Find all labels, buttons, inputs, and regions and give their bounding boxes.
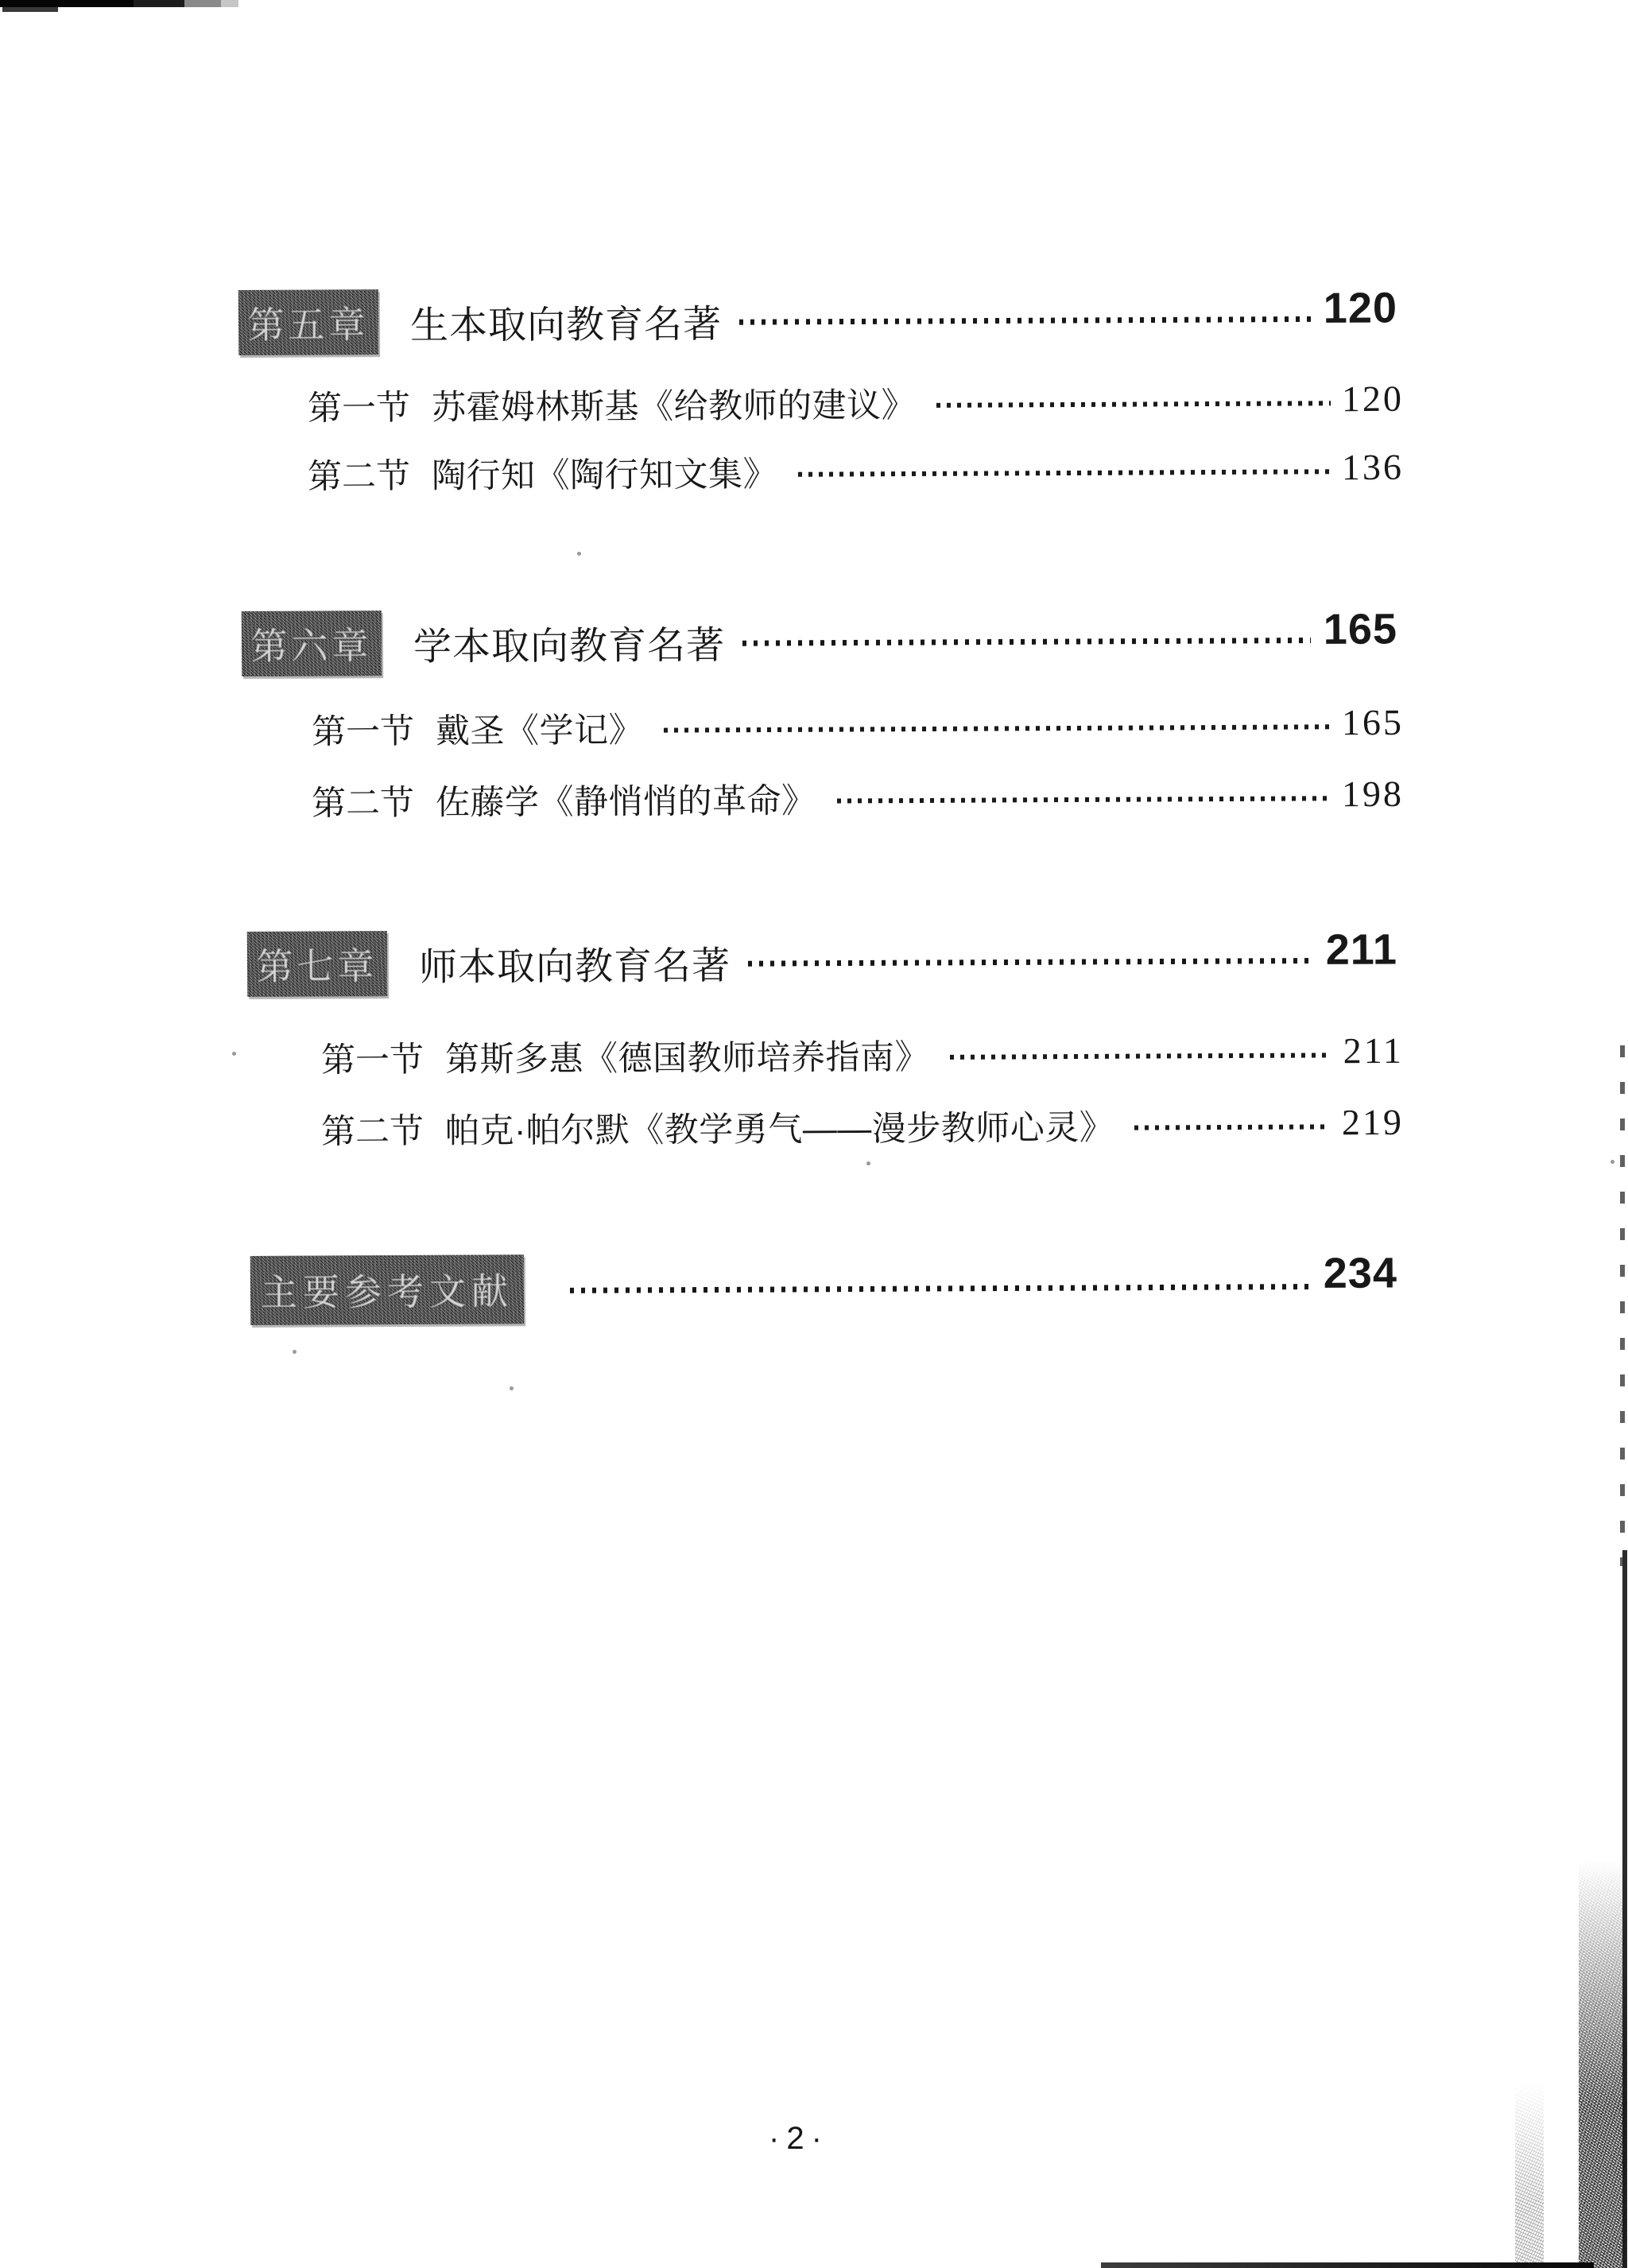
scan-artifact-edge-dashes <box>1620 1045 1625 1566</box>
scan-speck <box>510 1386 514 1390</box>
page-number-footer: ·2· <box>769 2121 829 2156</box>
scan-artifact-edge-line <box>1622 1550 1627 2268</box>
section-row <box>308 379 1404 426</box>
chapter-page-number: 120 <box>1323 284 1398 332</box>
chapter-title: 师本取向教育名著 <box>418 944 731 989</box>
scan-speck <box>293 1350 297 1354</box>
chapter-label: 第六章 <box>250 625 373 667</box>
dot-leader <box>798 469 1331 477</box>
dot-leader <box>664 724 1331 732</box>
chapter-page-number: 211 <box>1325 925 1398 974</box>
section-title: 第斯多惠《德国教师培养指南》 <box>444 1037 930 1079</box>
scan-speck <box>232 1052 236 1056</box>
section-page-number: 120 <box>1341 378 1405 419</box>
scan-artifact-bottom-line <box>1101 2262 1594 2268</box>
chapter-label: 第七章 <box>256 945 378 987</box>
chapter-title: 学本取向教育名著 <box>413 624 726 669</box>
scan-artifact-corner-noise-2 <box>1515 2083 1544 2268</box>
section-row <box>321 1031 1404 1078</box>
dot-leader <box>836 796 1331 803</box>
chapter-label-box <box>238 289 378 355</box>
section-row <box>312 774 1404 821</box>
dot-leader <box>950 1053 1332 1060</box>
dot-leader <box>936 401 1331 408</box>
section-label: 第一节 <box>311 711 415 751</box>
section-label: 第二节 <box>311 783 415 823</box>
section-page-number: 219 <box>1341 1101 1405 1142</box>
scan-artifact-top-smudge-2 <box>2 7 58 12</box>
dot-leader <box>748 957 1313 966</box>
section-row <box>321 1103 1404 1150</box>
scan-speck <box>1611 1160 1614 1164</box>
chapter-row <box>247 925 1397 998</box>
chapter-title: 生本取向教育名著 <box>409 303 723 347</box>
section-title: 陶行知《陶行知文集》 <box>431 455 778 495</box>
references-label: 主要参考文献 <box>260 1270 514 1313</box>
references-label-box <box>250 1254 524 1325</box>
scan-artifact-corner-noise <box>1579 1860 1626 2268</box>
dot-leader <box>1134 1124 1331 1130</box>
section-label: 第一节 <box>320 1040 424 1080</box>
chapter-label-box <box>242 611 382 677</box>
section-page-number: 136 <box>1341 446 1405 487</box>
section-title: 佐藤学《静悄悄的革命》 <box>435 781 816 822</box>
chapter-label-box <box>247 931 387 997</box>
section-label: 第二节 <box>320 1111 424 1151</box>
section-title: 戴圣《学记》 <box>435 711 644 750</box>
section-title: 苏霍姆林斯基《给教师的建议》 <box>431 386 917 427</box>
references-page-number: 234 <box>1323 1249 1398 1297</box>
section-label: 第一节 <box>307 388 411 428</box>
dot-leader <box>742 637 1311 646</box>
dot-leader <box>739 316 1311 324</box>
section-page-number: 198 <box>1341 773 1405 814</box>
dot-leader <box>570 1284 1311 1293</box>
scan-speck <box>866 1161 870 1165</box>
section-label: 第二节 <box>307 456 411 496</box>
section-row <box>308 448 1404 494</box>
chapter-page-number: 165 <box>1323 605 1398 653</box>
chapter-row <box>242 604 1397 677</box>
scan-artifact-top-smudge <box>0 0 251 7</box>
references-row <box>250 1249 1397 1325</box>
section-page-number: 211 <box>1343 1029 1405 1071</box>
chapter-label: 第五章 <box>247 304 370 346</box>
section-row <box>312 703 1404 750</box>
section-title: 帕克·帕尔默《教学勇气——漫步教师心灵》 <box>444 1108 1114 1150</box>
chapter-row <box>238 283 1397 356</box>
scan-speck <box>577 552 581 556</box>
section-page-number: 165 <box>1341 701 1405 742</box>
